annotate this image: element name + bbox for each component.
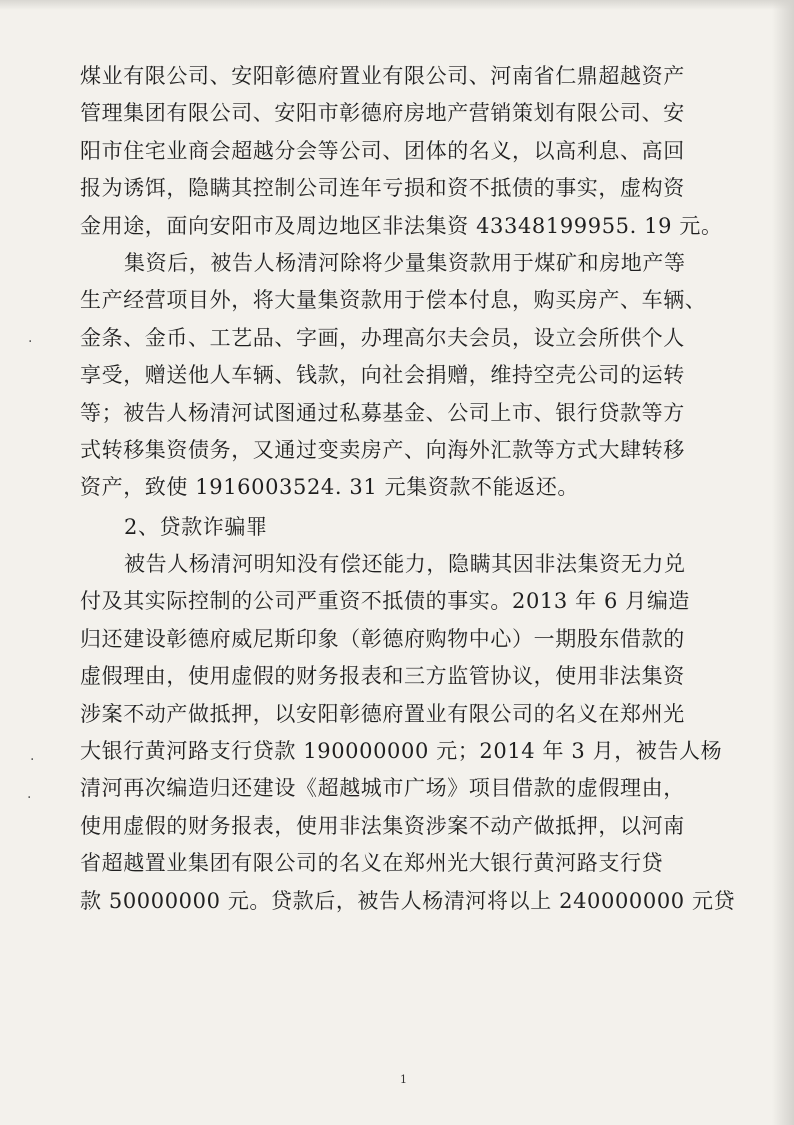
text-line: 归还建设彰德府威尼斯印象（彰德府购物中心）一期股东借款的 [80, 626, 685, 651]
text-line: 等；被告人杨清河试图通过私募基金、公司上市、银行贷款等方 [80, 400, 685, 425]
scan-shadow-top [0, 0, 794, 10]
text-line: 付及其实际控制的公司严重资不抵债的事实。2013 年 6 月编造 [80, 589, 691, 614]
scan-speck: · [27, 790, 32, 806]
paragraph-start: 被告人杨清河明知没有偿还能力，隐瞒其因非法集资无力兑 [124, 552, 686, 577]
text-line: 清河再次编造归还建设《超越城市广场》项目借款的虚假理由， [80, 776, 685, 801]
text-line: 资产，致使 1916003524. 31 元集资款不能返还。 [80, 475, 580, 500]
text-line: 煤业有限公司、安阳彰德府置业有限公司、河南省仁鼎超越资产 [80, 64, 685, 88]
text-line: 式转移集资债务，又通过变卖房产、向海外汇款等方式大肆转移 [80, 437, 685, 462]
text-line: 虚假理由，使用虚假的财务报表和三方监管协议，使用非法集资 [80, 664, 685, 689]
text-line: 使用虚假的财务报表，使用非法集资涉案不动产做抵押，以河南 [80, 813, 685, 838]
text-line: 阳市住宅业商会超越分会等公司、团体的名义，以高利息、高回 [80, 138, 685, 163]
text-line: 涉案不动产做抵押，以安阳彰德府置业有限公司的名义在郑州光 [80, 701, 685, 726]
text-line: 金条、金币、工艺品、字画，办理高尔夫会员，设立会所供个人 [80, 325, 685, 350]
text-line: 生产经营项目外，将大量集资款用于偿本付息，购买房产、车辆、 [80, 288, 707, 313]
text-line: 报为诱饵，隐瞒其控制公司连年亏损和资不抵债的事实，虚构资 [80, 176, 685, 201]
text-line: 金用途，面向安阳市及周边地区非法集资 43348199955. 19 元。 [80, 213, 723, 238]
scan-speck: · [30, 752, 35, 768]
text-line: 享受，赠送他人车辆、钱款，向社会捐赠，维持空壳公司的运转 [80, 363, 685, 388]
document-body [80, 58, 743, 920]
text-line: 管理集团有限公司、安阳市彰德府房地产营销策划有限公司、安 [80, 101, 685, 126]
text-line: 大银行黄河路支行贷款 190000000 元；2014 年 3 月，被告人杨 [80, 739, 723, 764]
paragraph-start: 集资后，被告人杨清河除将少量集资款用于煤矿和房地产等 [124, 250, 686, 275]
text-line: 省超越置业集团有限公司的名义在郑州光大银行黄河路支行贷 [80, 851, 664, 876]
section-heading: 2、贷款诈骗罪 [124, 514, 268, 539]
text-line: 款 50000000 元。贷款后，被告人杨清河将以上 240000000 元贷 [80, 888, 736, 913]
page-number: 1 [400, 1073, 407, 1086]
scan-speck: · [28, 334, 33, 350]
scan-shadow-right [772, 0, 794, 1125]
